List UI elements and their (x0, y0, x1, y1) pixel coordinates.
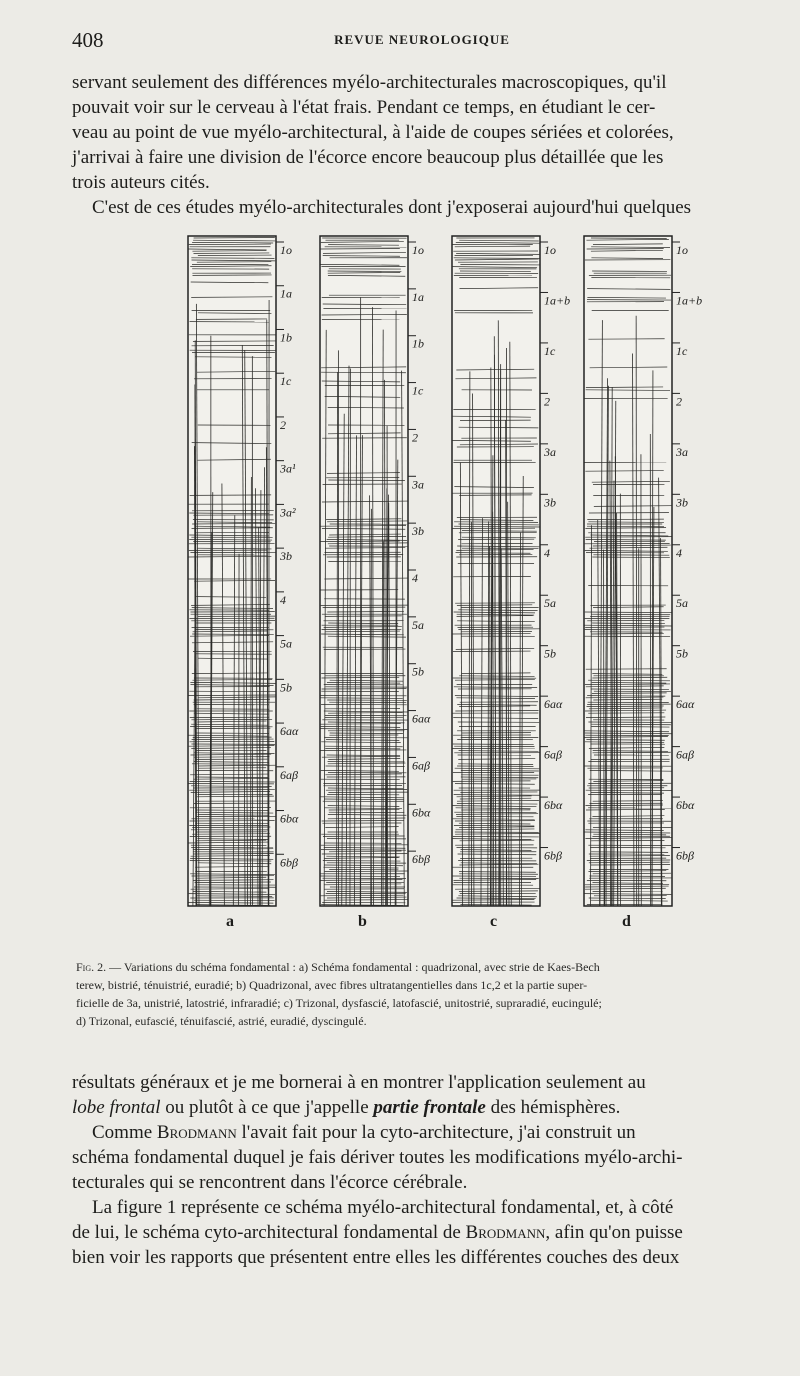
text-line: résultats généraux et je me bornerai à en montrer l'application seulement au (72, 1072, 646, 1093)
figure-caption (76, 958, 776, 1030)
layer-label: 3b (544, 495, 556, 510)
text-span: de lui, le schéma cyto-architectural fondamental de (72, 1222, 466, 1243)
layer-label: 1c (676, 343, 688, 358)
layer-label: 3b (280, 549, 292, 564)
column-letter: c (490, 913, 498, 928)
column-letter: b (358, 913, 367, 928)
layer-label: 2 (676, 394, 682, 409)
layer-label: 1c (280, 374, 292, 389)
figure-illustration (180, 228, 740, 928)
layer-label: 6bα (544, 798, 563, 813)
text-line: bien voir les rapports que présentent entre elles les différentes couches des deux (72, 1247, 680, 1268)
layer-label: 4 (280, 592, 286, 607)
paragraph-1 (72, 70, 772, 195)
fig-label: Fig. 2. (76, 960, 107, 974)
text-span: des hémisphères. (485, 1097, 621, 1118)
layer-label: 4 (412, 571, 418, 585)
layer-label: 3a (544, 444, 556, 459)
layer-label: 3b (412, 524, 424, 539)
text-line: veau au point de vue myélo-architectural, à l'aide de coupes sériées et colorées, (72, 122, 674, 143)
layer-label: 6bβ (544, 848, 562, 863)
layer-label: 6bβ (676, 848, 694, 863)
text-span: ou plutôt à ce que j'appelle (160, 1097, 374, 1118)
layer-label: 3b (676, 495, 688, 510)
layer-label: 3a² (280, 505, 296, 520)
italic-term: partie frontale (373, 1097, 486, 1118)
text-line (72, 1220, 772, 1245)
layer-label: 4 (544, 545, 550, 560)
layer-label: 5a (412, 617, 424, 632)
layer-label: 6aβ (676, 747, 694, 762)
caption-line: d) Trizonal, eufascié, ténuifascié, astrié, euradié, dyscingulé. (76, 1014, 367, 1028)
layer-label: 3a (412, 477, 424, 492)
figure-myeloarchitecture (180, 228, 740, 928)
layer-label: 6bα (412, 805, 431, 820)
text-line (72, 1120, 772, 1145)
layer-label: 5b (280, 680, 292, 695)
layer-label: 5a (544, 596, 556, 611)
layer-label: 1c (544, 343, 556, 358)
layer-label: 1o (676, 243, 688, 257)
layer-label: 6bα (280, 811, 299, 826)
layer-label: 1b (412, 336, 424, 351)
layer-label: 5b (544, 646, 556, 661)
column-letter: d (622, 913, 631, 928)
layer-label: 5b (676, 646, 688, 661)
layer-label: 2 (412, 430, 418, 445)
author-name: Brodmann (465, 1222, 546, 1243)
text-span: Comme (92, 1122, 157, 1143)
layer-label: 2 (544, 394, 550, 409)
layer-label: 1b (280, 330, 292, 345)
italic-term: lobe frontal (72, 1097, 161, 1118)
text-span: l'avait fait pour la cyto-architecture, j'ai construit un (236, 1122, 636, 1143)
layer-label: 1a (412, 289, 424, 304)
layer-label: 6aα (676, 697, 695, 712)
paragraph-3 (72, 1070, 772, 1195)
layer-label: 6bβ (280, 855, 298, 870)
layer-label: 1o (280, 243, 292, 257)
layer-label: 4 (676, 545, 682, 560)
layer-label: 1o (412, 243, 424, 257)
layer-label: 5b (412, 664, 424, 679)
column-b (320, 236, 431, 928)
text-line: C'est de ces études myélo-architecturales dont j'exposerai aujourd'hui quelques (92, 197, 692, 218)
text-line (72, 1095, 772, 1120)
paragraph-2 (72, 195, 772, 220)
text-line: pouvait voir sur le cerveau à l'état frais. Pendant ce temps, en étudiant le cer- (72, 97, 656, 118)
layer-label: 6aβ (412, 758, 430, 773)
column-d (584, 236, 702, 928)
text-line: tecturales qui se rencontrent dans l'écorce cérébrale. (72, 1172, 468, 1193)
layer-label: 3a (676, 444, 688, 459)
caption-line: terew, bistrié, ténuistrié, euradié; b) Quadrizonal, avec fibres ultratangentielles dans 1c,2 et la partie super- (76, 978, 588, 992)
page-number: 408 (72, 28, 104, 52)
layer-label: 6bα (676, 798, 695, 813)
caption-line (76, 958, 776, 976)
layer-label: 6aβ (544, 747, 562, 762)
text-line: trois auteurs cités. (72, 172, 210, 193)
author-name: Brodmann (156, 1122, 237, 1143)
column-c (452, 236, 570, 928)
layer-label: 5a (676, 596, 688, 611)
layer-label: 6bβ (412, 852, 430, 867)
layer-label: 1a (280, 286, 292, 301)
column-letter: a (226, 913, 234, 928)
caption-line: ficielle de 3a, unistrié, latostrié, infraradié; c) Trizonal, dysfascié, latofascié, unitostrié, supraradié, eucingulé; (76, 996, 602, 1010)
layer-label: 6aα (544, 697, 563, 712)
text-line: servant seulement des différences myélo-architecturales macroscopiques, qu'il (72, 72, 667, 93)
column-a (188, 236, 299, 928)
layer-label: 2 (280, 417, 286, 432)
layer-label: 6aα (412, 711, 431, 726)
layer-label: 5a (280, 636, 292, 651)
text-line: La figure 1 représente ce schéma myélo-architectural fondamental, et, à côté (92, 1197, 674, 1218)
layer-label: 1a+b (676, 293, 703, 308)
layer-label: 1a+b (544, 293, 571, 308)
layer-label: 6aβ (280, 767, 298, 782)
layer-label: 1o (544, 243, 556, 257)
page-header (72, 28, 772, 52)
paragraph-4 (72, 1195, 772, 1270)
text-line: schéma fondamental duquel je fais dériver toutes les modifications myélo-archi- (72, 1147, 683, 1168)
running-title: REVUE NEUROLOGIQUE (334, 32, 510, 47)
caption-text: — Variations du schéma fondamental : a) Schéma fondamental : quadrizonal, avec strie de Kaes-Bech (109, 960, 600, 974)
layer-label: 3a¹ (280, 461, 296, 476)
layer-label: 6aα (280, 724, 299, 739)
text-span: , afin qu'on puisse (545, 1222, 683, 1243)
text-line: j'arrivai à faire une division de l'écorce encore beaucoup plus détaillée que les (72, 147, 664, 168)
layer-label: 1c (412, 383, 424, 398)
